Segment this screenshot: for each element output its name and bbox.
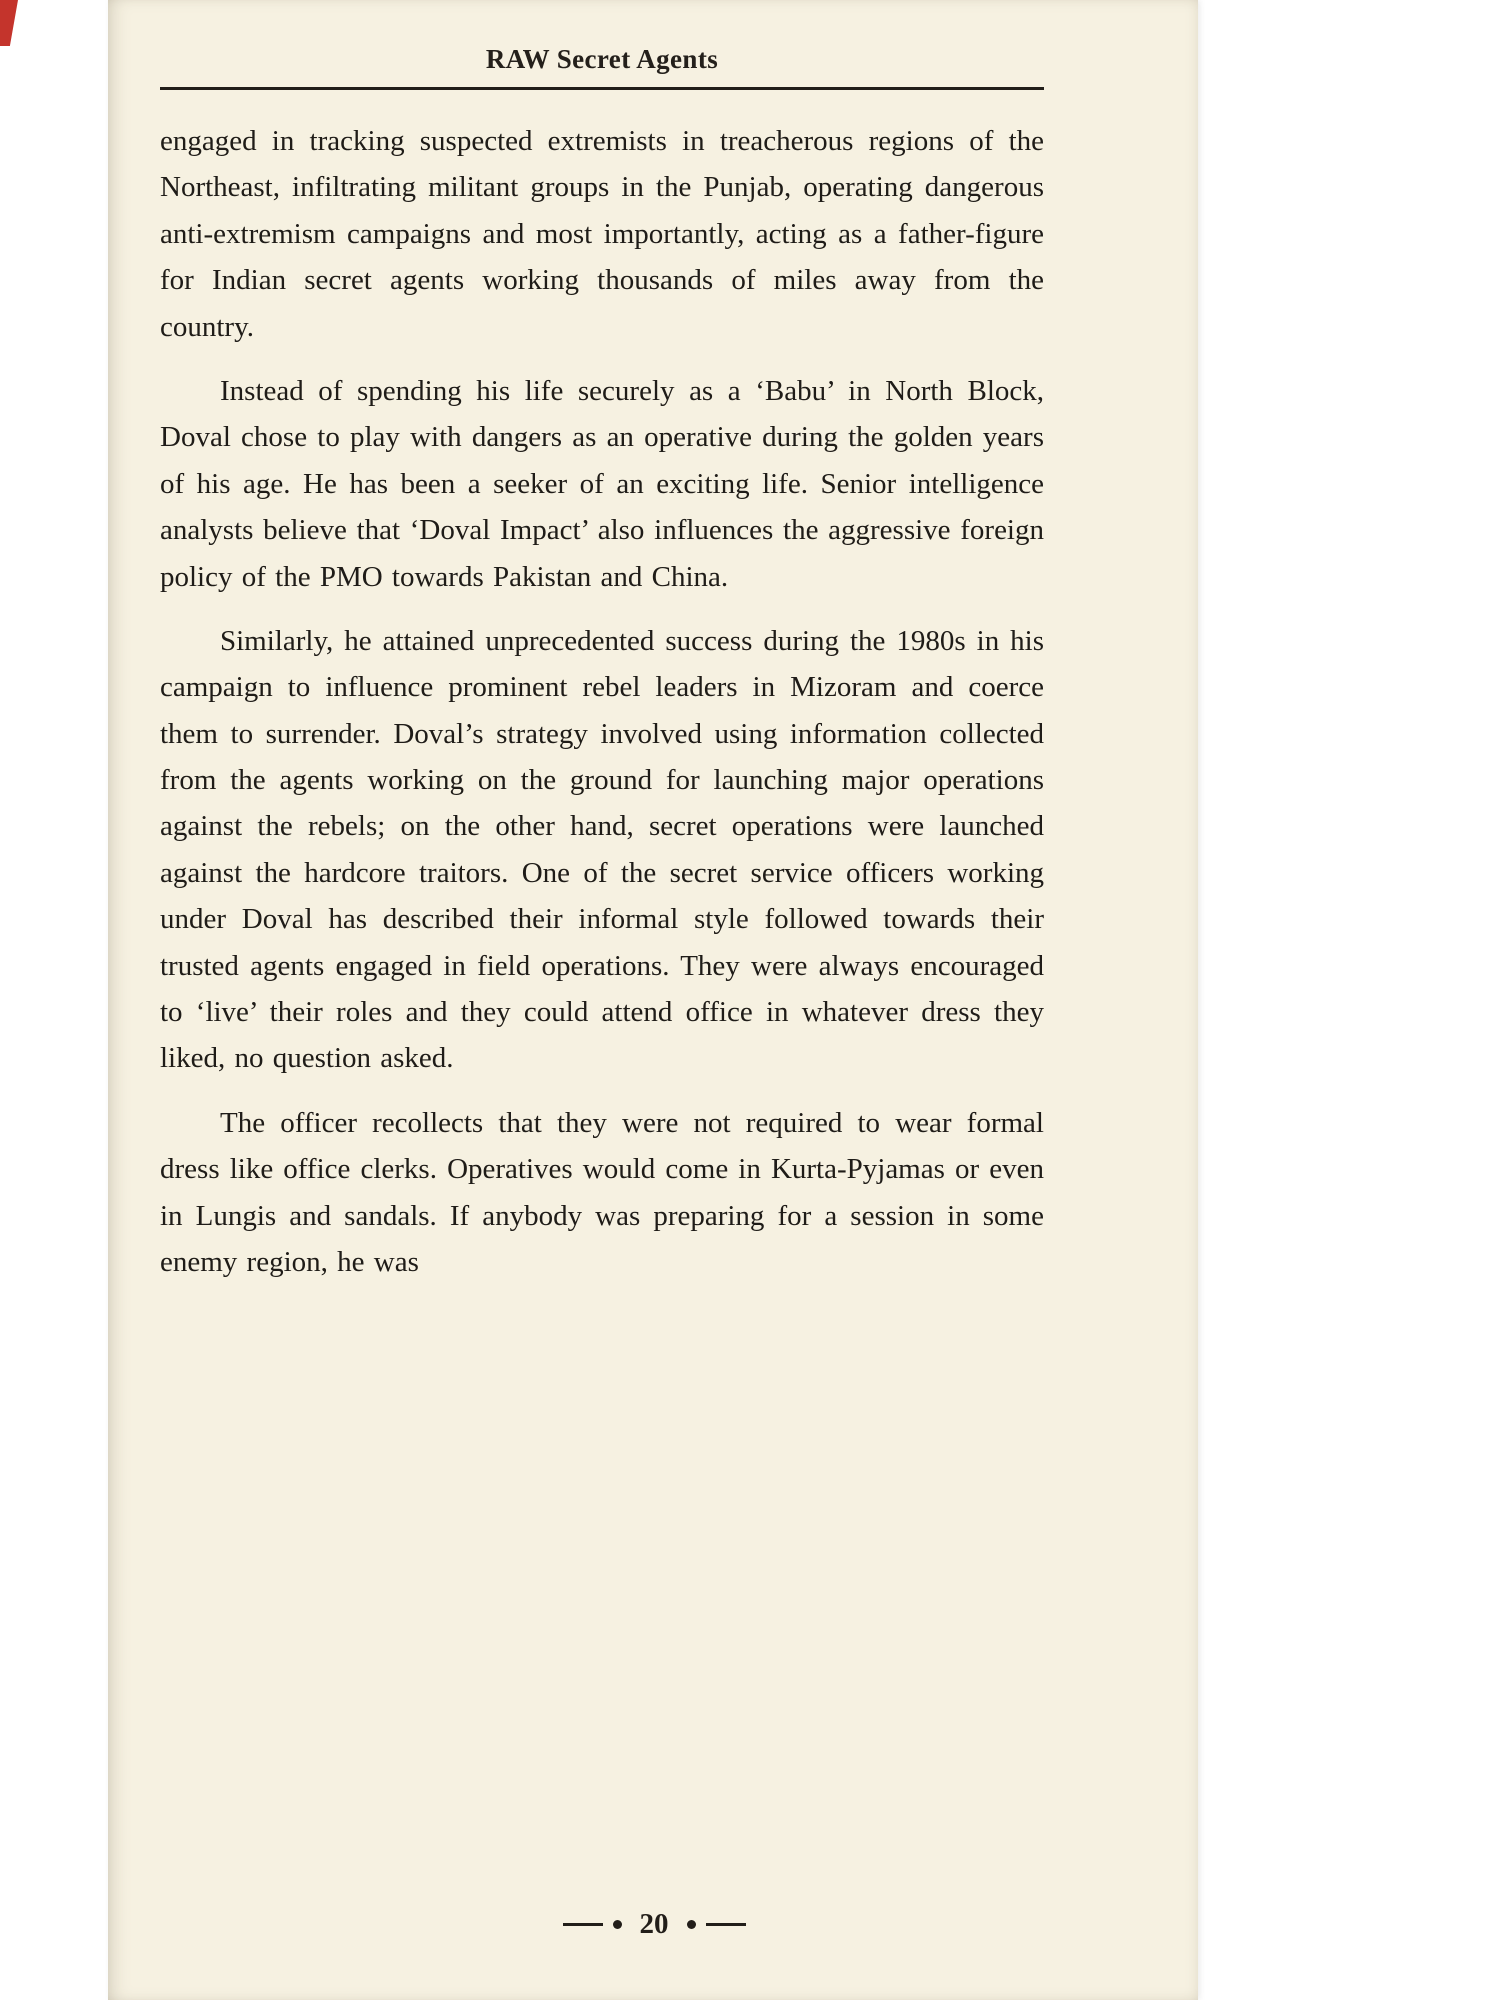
- footer-dash-right-icon: [706, 1923, 746, 1926]
- paragraph-1: engaged in tracking suspected extremists in treacherous regions of the Northeast, infiltrating militant groups in the Punjab, operating dangerous anti-extremism campaigns and most importantly, acting as a father-figure for Indian secret agents working thousands of miles away from the country.: [160, 125, 1044, 343]
- paragraph-2: Instead of spending his life securely as a ‘Babu’ in North Block, Doval chose to play with dangers as an operative during the golden years of his age. He has been a seeker of an exciting life. Senior intelligence analysts believe that ‘Doval Impact’ also influences the aggressive foreign policy of the PMO towards Pakistan and China.: [160, 374, 1044, 593]
- page-header-title: RAW Secret Agents: [485, 44, 719, 74]
- book-page: [108, 0, 1198, 2000]
- page-body: [160, 90, 1044, 1285]
- page-number: 20: [639, 1908, 669, 1940]
- footer-dot-right-icon: [687, 1920, 696, 1929]
- page-content: [160, 0, 1044, 2000]
- paragraph-3: Similarly, he attained unprecedented success during the 1980s in his campaign to influence prominent rebel leaders in Mizoram and coerce them to surrender. Doval’s strategy involved using information collected from the agents working on the ground for launching major operations against the rebels; on the other hand, secret operations were launched against the hardcore traitors. One of the secret service officers working under Doval has described their informal style followed towards their trusted agents engaged in field operations. They were always encouraged to ‘live’ their roles and they could attend office in whatever dress they liked, no question asked.: [160, 624, 1044, 1075]
- page-header: [160, 0, 1044, 90]
- footer-dot-left-icon: [613, 1920, 622, 1929]
- page-footer: [212, 1908, 1096, 1941]
- footer-dash-left-icon: [563, 1923, 603, 1926]
- scan-artifact: [0, 0, 18, 46]
- paragraph-4: The officer recollects that they were not required to wear formal dress like office clerks. Operatives would come in Kurta-Pyjamas or even in Lungis and sandals. If anybody was preparing for a session in some enemy region, he was: [160, 1106, 1044, 1278]
